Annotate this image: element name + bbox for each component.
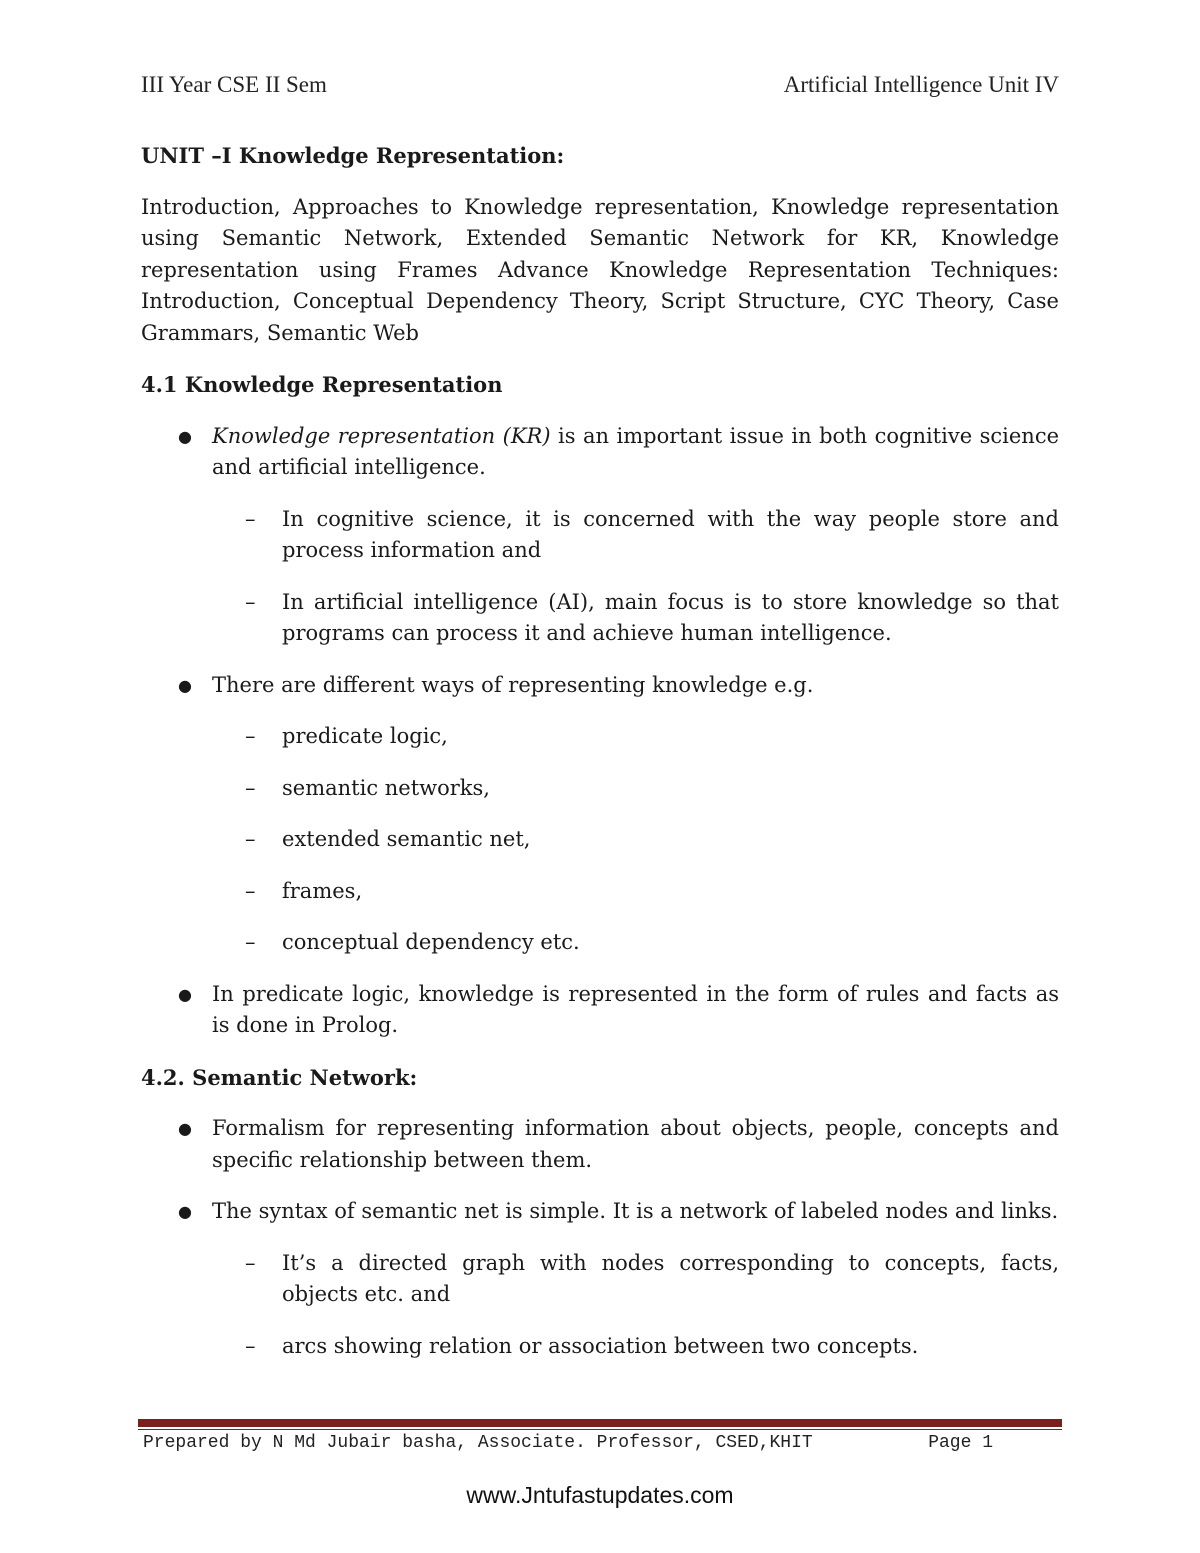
sub-list bbox=[212, 1248, 1059, 1363]
sub-list-item bbox=[141, 1331, 1059, 1363]
list-item-text: is an important issue in both cognitive science and artificial intelligence. bbox=[212, 423, 1060, 479]
footer-divider-thin bbox=[138, 1429, 1062, 1430]
sub-list-item-text: It’s a directed graph with nodes corresponding to concepts, facts, objects etc. and bbox=[282, 1250, 1059, 1306]
sub-list-item-text: arcs showing relation or association between two concepts. bbox=[282, 1333, 919, 1358]
dash-icon: – bbox=[245, 589, 256, 614]
list-item bbox=[141, 670, 1059, 959]
list-item bbox=[141, 1113, 1059, 1176]
list-item bbox=[141, 421, 1059, 650]
sub-list-item bbox=[141, 721, 1059, 753]
dash-icon: – bbox=[245, 827, 256, 851]
section-4-2-title: 4.2. Semantic Network: bbox=[141, 1064, 418, 1090]
page-header bbox=[141, 72, 1059, 102]
list-item-text: The syntax of semantic net is simple. It is a network of labeled nodes and links. bbox=[212, 1199, 1059, 1223]
list-item bbox=[141, 979, 1059, 1042]
list-item bbox=[141, 1196, 1059, 1362]
bullet-icon: ● bbox=[178, 984, 192, 1004]
dash-icon: – bbox=[245, 1333, 256, 1358]
page-number: Page 1 bbox=[928, 1433, 993, 1453]
sub-list-item-text: semantic networks, bbox=[282, 775, 490, 800]
bullet-icon: ● bbox=[178, 1119, 192, 1138]
sub-list-item-text: conceptual dependency etc. bbox=[282, 930, 580, 954]
sub-list-item bbox=[141, 1248, 1059, 1311]
dash-icon: – bbox=[245, 775, 256, 800]
bullet-icon: ● bbox=[178, 1202, 192, 1221]
section-4-1-list bbox=[141, 421, 1059, 1042]
list-item-text: In predicate logic, knowledge is represented in the form of rules and facts as is done in Prolog. bbox=[212, 981, 1059, 1037]
dash-icon: – bbox=[245, 878, 256, 903]
dash-icon: – bbox=[245, 930, 256, 954]
sub-list-item-text: frames, bbox=[282, 878, 363, 903]
sub-list-item-text: In cognitive science, it is concerned with the way people store and process information and bbox=[282, 506, 1059, 562]
page-content bbox=[141, 140, 1059, 1362]
sub-list-item bbox=[141, 927, 1059, 959]
dash-icon: – bbox=[245, 506, 256, 531]
page-footer bbox=[143, 1433, 993, 1461]
dash-icon: – bbox=[245, 724, 256, 748]
bullet-icon: ● bbox=[178, 675, 192, 695]
sub-list-item-text: extended semantic net, bbox=[282, 827, 531, 851]
header-course: III Year CSE II Sem bbox=[141, 72, 327, 97]
sub-list-item bbox=[141, 504, 1059, 567]
bullet-icon: ● bbox=[178, 426, 192, 446]
kr-term: Knowledge representation (KR) bbox=[212, 423, 551, 448]
unit-intro: Introduction, Approaches to Knowledge representation, Knowledge representation using Semantic Network, Extended Semantic Network for KR, Knowledge representation using Frames Advance Knowledge Representation Techniques: Introduction, Conceptual Dependency Theory, Script Structure, CYC Theory, Case Grammars, Semantic Web bbox=[141, 194, 1059, 345]
sub-list-item bbox=[141, 824, 1059, 856]
list-item-text: Formalism for representing information about objects, people, concepts and specific relationship between them. bbox=[212, 1116, 1059, 1172]
section-4-1-title: 4.1 Knowledge Representation bbox=[141, 372, 503, 397]
sub-list-item bbox=[141, 773, 1059, 805]
footer-author: Prepared by N Md Jubair basha, Associate. Professor, CSED,KHIT bbox=[143, 1433, 813, 1453]
sub-list-item bbox=[141, 587, 1059, 650]
website-link[interactable]: www.Jntufastupdates.com bbox=[466, 1482, 734, 1508]
unit-title: UNIT –I Knowledge Representation: bbox=[141, 143, 565, 168]
sub-list-item bbox=[141, 876, 1059, 908]
header-subject: Artificial Intelligence Unit IV bbox=[783, 72, 1059, 97]
sub-list bbox=[212, 504, 1059, 650]
section-4-2-list bbox=[141, 1113, 1059, 1362]
sub-list-item-text: In artificial intelligence (AI), main focus is to store knowledge so that programs can process it and achieve human intelligence. bbox=[282, 589, 1059, 645]
dash-icon: – bbox=[245, 1250, 256, 1275]
footer-divider bbox=[138, 1419, 1062, 1427]
list-item-text: There are different ways of representing knowledge e.g. bbox=[212, 672, 814, 697]
sub-list-item-text: predicate logic, bbox=[282, 724, 448, 748]
sub-list bbox=[212, 721, 1059, 959]
